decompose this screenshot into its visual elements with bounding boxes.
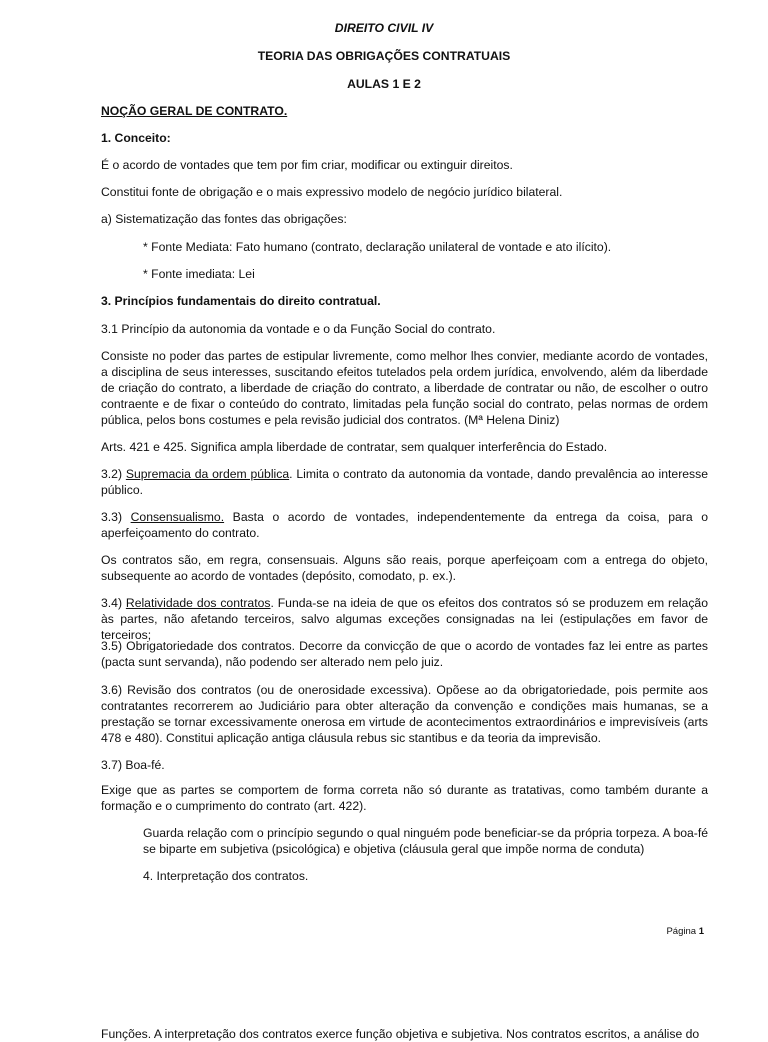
bullet-marker	[120, 825, 132, 837]
concept-heading: 1. Conceito:	[101, 131, 171, 145]
principle-body: . Limita o contrato da autonomia da vontade, dando prevalência ao interesse público.	[101, 467, 708, 497]
principle-3-1-body: Consiste no poder das partes de estipular livremente, como melhor lhes convier, mediante acordo de vontades, a disciplina de seus interesses, suscitando efeitos tutelados pela ordem jurídica, envolvendo, além da liberdade de criação do contrato, a liberdade de criação do contrato, a liberdade de contratar ou não, de escolher o outro contraente e de fixar o conteúdo do contrato, limitadas pela função social do contrato, pelas normas de ordem pública, pelos bons costumes e pela revisão judicial dos contratos. (Mª Helena Diniz)	[101, 349, 708, 427]
course-title: DIREITO CIVIL IV	[334, 21, 434, 35]
page-label: Página	[666, 926, 697, 937]
principle-title: Supremacia da ordem pública	[125, 467, 290, 481]
principle-number: 3.2)	[101, 467, 123, 481]
principle-body: Basta o acordo de vontades, independentemente da entrega da coisa, para o aperfeiçoamento do contrato.	[101, 510, 708, 540]
principle-3-4	[101, 595, 708, 643]
page-footer	[666, 926, 704, 938]
principle-3-3-extra: Os contratos são, em regra, consensuais. Alguns são reais, porque aperfeiçoam com a entrega do objeto, subsequente ao acordo de vontades (depósito, comodato, p. ex.).	[101, 553, 708, 583]
concept-paragraph: Constitui fonte de obrigação e o mais expressivo modelo de negócio jurídico bilateral.	[101, 185, 563, 199]
principle-number: 3.4)	[101, 596, 123, 610]
lessons-title: AULAS 1 E 2	[347, 77, 421, 91]
bullet-marker	[120, 868, 132, 880]
principle-title: Consensualismo.	[130, 510, 225, 524]
principle-3-2	[101, 466, 708, 498]
source-mediate: * Fonte Mediata: Fato humano (contrato, declaração unilateral de vontade e ato ilícito).	[143, 240, 612, 254]
page-break	[0, 962, 768, 1010]
principle-3-7-body: Exige que as partes se comportem de forma correta não só durante as tratativas, como também durante a formação e o cumprimento do contrato (art. 422).	[101, 783, 708, 813]
section-title: NOÇÃO GERAL DE CONTRATO.	[101, 104, 288, 118]
next-page-fragment: Funções. A interpretação dos contratos exerce função objetiva e subjetiva. Nos contratos escritos, a análise do	[101, 1027, 700, 1042]
topic-title: TEORIA DAS OBRIGAÇÕES CONTRATUAIS	[257, 49, 511, 63]
principle-3-5: 3.5) Obrigatoriedade dos contratos. Decorre da convicção de que o acordo de vontades faz lei entre as partes (pacta sunt servanda), não podendo ser alterado nem pelo juiz.	[101, 639, 708, 669]
principle-number: 3.3)	[101, 510, 123, 524]
bullet-text: Guarda relação com o princípio segundo o qual ninguém pode beneficiar-se da própria torpeza. A boa-fé se biparte em subjetiva (psicológica) e objetiva (cláusula geral que impõe norma de conduta)	[143, 826, 708, 856]
principle-3-3	[101, 509, 708, 541]
source-immediate: * Fonte imediata: Lei	[143, 267, 255, 281]
principle-3-1-title: 3.1 Princípio da autonomia da vontade e o da Função Social do contrato.	[101, 322, 496, 336]
concept-paragraph: É o acordo de vontades que tem por fim criar, modificar ou extinguir direitos.	[101, 158, 513, 172]
principle-3-7-title: 3.7) Boa-fé.	[101, 758, 165, 772]
principle-3-6: 3.6) Revisão dos contratos (ou de onerosidade excessiva). Opõese ao da obrigatoriedade, pois permite aos contratantes recorrerem ao Judiciário para obter alteração da convenção e condições mais humanas, se a prestação se tornar excessivamente onerosa em virtude de acontecimentos extraordinários e imprevisíveis (arts 478 e 480). Constitui aplicação antiga cláusula rebus sic stantibus e da teoria da imprevisão.	[101, 683, 708, 745]
page-number: 1	[698, 926, 704, 937]
principle-body: . Funda-se na ideia de que os efeitos dos contratos só se produzem em relação às partes, não afetando terceiros, salvo algumas exceções consignadas na lei (estipulações em favor de terceiros;	[101, 596, 708, 642]
principle-3-1-arts: Arts. 421 e 425. Significa ampla liberdade de contratar, sem qualquer interferência do Estado.	[101, 440, 608, 454]
bullet-text: 4. Interpretação dos contratos.	[143, 869, 309, 883]
sources-heading: a) Sistematização das fontes das obrigações:	[101, 212, 347, 226]
principles-heading: 3. Princípios fundamentais do direito contratual.	[101, 294, 381, 308]
principle-title: Relatividade dos contratos	[125, 596, 271, 610]
